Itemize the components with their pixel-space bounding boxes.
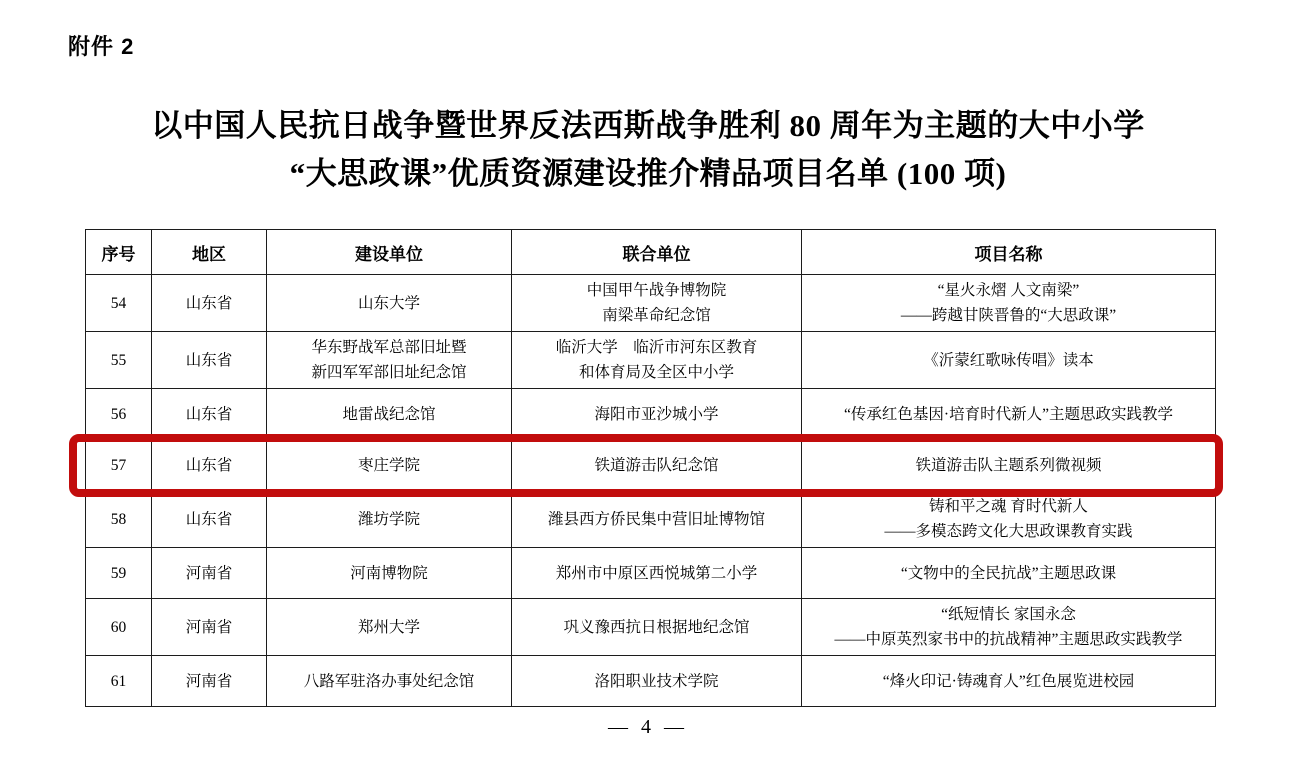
cell-line: 枣庄学院 [357, 456, 420, 474]
table-wrapper [85, 229, 1215, 707]
cell-line: 61 [110, 672, 127, 690]
cell-project [802, 275, 1216, 332]
cell-no [86, 332, 152, 389]
cell-project [802, 389, 1216, 440]
cell-project [802, 491, 1216, 548]
column-header-4: 项目名称 [802, 230, 1216, 275]
cell-builder [267, 491, 512, 548]
cell-line: 南梁革命纪念馆 [602, 307, 711, 324]
cell-project [802, 599, 1216, 656]
cell-region [152, 599, 267, 656]
cell-line: 55 [110, 351, 127, 369]
cell-line: 地雷战纪念馆 [342, 405, 436, 423]
cell-line: 潍县西方侨民集中营旧址博物馆 [547, 510, 765, 528]
cell-no [86, 440, 152, 491]
document-title-line2: “大思政课”优质资源建设推介精品项目名单 (100 项) [289, 156, 1007, 191]
table-row [86, 275, 1216, 332]
cell-line: “纸短情长 家国永念 [941, 606, 1076, 623]
column-header-1: 地区 [152, 230, 267, 275]
table-row [86, 656, 1216, 707]
cell-line: ——跨越甘陕晋鲁的“大思政课” [900, 307, 1117, 324]
cell-partner [512, 656, 802, 707]
projects-table [85, 229, 1216, 707]
table-row [86, 491, 1216, 548]
document-title [0, 102, 1296, 198]
attachment-label: 附件 2 [68, 34, 135, 59]
cell-no [86, 275, 152, 332]
cell-line: 新四军军部旧址纪念馆 [311, 364, 467, 381]
cell-line: 《沂蒙红歌咏传唱》读本 [923, 351, 1094, 369]
cell-line: ——多模态跨文化大思政课教育实践 [884, 523, 1133, 540]
cell-no [86, 656, 152, 707]
cell-line: 60 [110, 618, 127, 636]
cell-builder [267, 548, 512, 599]
cell-region [152, 275, 267, 332]
cell-line: 山东省 [185, 510, 233, 528]
cell-line: 郑州市中原区西悦城第二小学 [555, 564, 758, 582]
table-header-row [86, 230, 1216, 275]
cell-region [152, 491, 267, 548]
column-header-0: 序号 [86, 230, 152, 275]
cell-partner [512, 389, 802, 440]
cell-no [86, 599, 152, 656]
cell-partner [512, 332, 802, 389]
cell-no [86, 389, 152, 440]
cell-line: 山东省 [185, 405, 233, 423]
cell-line: 铁道游击队主题系列微视频 [915, 456, 1102, 474]
cell-project [802, 548, 1216, 599]
cell-line: 山东省 [185, 456, 233, 474]
document-title-line1: 以中国人民抗日战争暨世界反法西斯战争胜利 80 周年为主题的大中小学 [151, 108, 1145, 143]
cell-builder [267, 599, 512, 656]
cell-line: 59 [110, 564, 127, 582]
cell-line: 洛阳职业技术学院 [594, 672, 719, 690]
column-header-3: 联合单位 [512, 230, 802, 275]
cell-no [86, 548, 152, 599]
table-row [86, 548, 1216, 599]
table-row [86, 332, 1216, 389]
cell-line: 铸和平之魂 育时代新人 [929, 498, 1088, 515]
cell-partner [512, 599, 802, 656]
cell-line: 巩义豫西抗日根据地纪念馆 [563, 618, 750, 636]
cell-line: 和体育局及全区中小学 [578, 364, 734, 381]
cell-partner [512, 491, 802, 548]
page-number: — 4 — [608, 716, 688, 738]
table-row [86, 599, 1216, 656]
cell-region [152, 389, 267, 440]
cell-project [802, 440, 1216, 491]
cell-line: 中国甲午战争博物院 [586, 282, 727, 299]
cell-line: 河南省 [185, 564, 233, 582]
cell-line: 铁道游击队纪念馆 [594, 456, 719, 474]
cell-builder [267, 275, 512, 332]
cell-project [802, 656, 1216, 707]
cell-region [152, 548, 267, 599]
cell-line: 华东野战军总部旧址暨 [311, 339, 467, 356]
cell-no [86, 491, 152, 548]
table-row [86, 389, 1216, 440]
table-row [86, 440, 1216, 491]
cell-line: 潍坊学院 [357, 510, 420, 528]
cell-line: “烽火印记·铸魂育人”红色展览进校园 [882, 672, 1135, 690]
cell-line: 八路军驻洛办事处纪念馆 [303, 672, 475, 690]
cell-line: 山东大学 [357, 294, 420, 312]
cell-line: 58 [110, 510, 127, 528]
cell-line: 54 [110, 294, 127, 312]
cell-line: “传承红色基因·培育时代新人”主题思政实践教学 [844, 405, 1173, 423]
cell-line: 临沂大学 临沂市河东区教育 [555, 339, 758, 356]
cell-line: “文物中的全民抗战”主题思政课 [900, 564, 1117, 582]
cell-builder [267, 389, 512, 440]
cell-builder [267, 332, 512, 389]
cell-line: 河南省 [185, 672, 233, 690]
cell-region [152, 440, 267, 491]
cell-project [802, 332, 1216, 389]
cell-line: 57 [110, 456, 127, 474]
cell-region [152, 656, 267, 707]
table-body [86, 275, 1216, 707]
cell-builder [267, 656, 512, 707]
cell-builder [267, 440, 512, 491]
cell-line: 海阳市亚沙城小学 [594, 405, 719, 423]
cell-line: 56 [110, 405, 127, 423]
column-header-2: 建设单位 [267, 230, 512, 275]
cell-line: 郑州大学 [357, 618, 420, 636]
cell-line: 河南省 [185, 618, 233, 636]
cell-partner [512, 440, 802, 491]
cell-line: “星火永熠 人文南梁” [937, 282, 1080, 299]
cell-region [152, 332, 267, 389]
cell-line: 河南博物院 [350, 564, 428, 582]
cell-line: ——中原英烈家书中的抗战精神”主题思政实践教学 [834, 631, 1183, 648]
cell-partner [512, 548, 802, 599]
cell-line: 山东省 [185, 351, 233, 369]
cell-line: 山东省 [185, 294, 233, 312]
cell-partner [512, 275, 802, 332]
